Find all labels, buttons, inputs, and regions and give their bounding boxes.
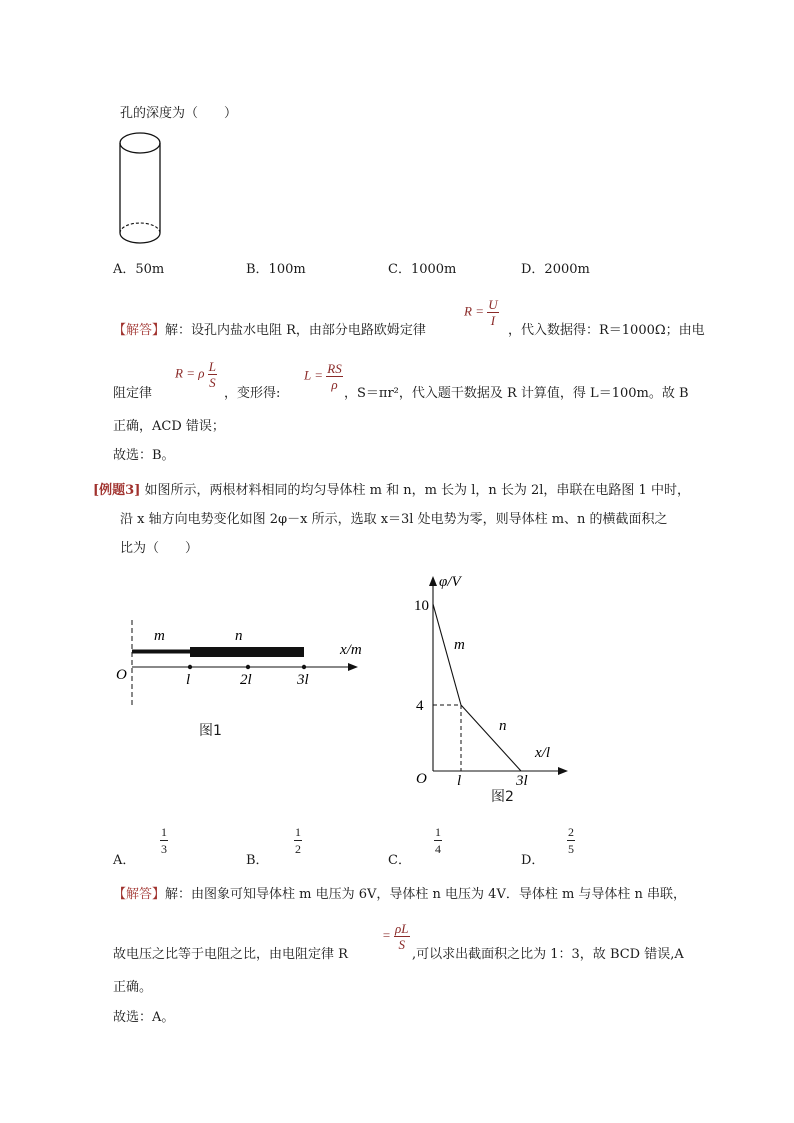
figure1-x-arrow	[348, 663, 358, 671]
figure1-origin: O	[116, 667, 127, 683]
q2-option-a-fraction	[160, 826, 168, 855]
figure2-y-arrow	[429, 576, 437, 586]
formula-length	[304, 362, 343, 391]
formula-length-lhs: L =	[304, 367, 324, 383]
figure2-y-axis-label: φ/V	[439, 574, 461, 590]
formula-resistance-lhs: =	[382, 927, 391, 943]
answer1-line3: 正确，ACD 错误；	[113, 419, 225, 434]
answer1-line2-c: ，S＝πr²，代入题干数据及 R 计算值，得 L＝100m。故 B	[344, 386, 689, 401]
q2-option-b-den: 2	[295, 841, 301, 856]
figure2-y-tick-10: 10	[414, 598, 429, 614]
formula-ohm-num: U	[488, 297, 498, 312]
figure2-label-m: m	[454, 637, 465, 653]
formula-resistance-num: ρL	[395, 921, 409, 936]
figure1-label-m: m	[154, 628, 165, 644]
formula-resistivity-den: S	[209, 375, 216, 390]
answer2-line2-b: ,可以求出截面积之比为 1：3，故 BCD 错误,A	[412, 947, 684, 962]
figure1-tick-2l: 2l	[240, 672, 252, 688]
tick-dot-3l	[302, 665, 306, 669]
figure2-y-tick-4: 4	[416, 698, 424, 714]
figure2-origin: O	[416, 771, 427, 787]
cylinder-bottom-front	[120, 233, 160, 243]
figure1-axis-label: x/m	[340, 642, 362, 658]
figure1-circuit-diagram	[108, 612, 380, 747]
answer1-line2-a: 阻定律	[113, 386, 153, 401]
answer2-line1	[113, 883, 686, 902]
tick-dot-2l	[246, 665, 250, 669]
example3-line2: 沿 x 轴方向电势变化如图 2φ－x 所示，选取 x＝3l 处电势为零，则导体柱 m、n 的横截面积之	[120, 512, 668, 527]
answer2-line4: 故选：A。	[113, 1010, 175, 1025]
formula-length-den: ρ	[331, 377, 338, 392]
q1-option-d: D．2000m	[521, 262, 590, 277]
answer1-line1-a: 解：设孔内盐水电阻 R，由部分电路欧姆定律	[165, 323, 426, 338]
q1-option-c: C．1000m	[388, 262, 457, 277]
figure1-caption: 图1	[199, 723, 222, 739]
q2-option-c-label: C．	[388, 853, 411, 868]
answer1-line2-b: ，变形得:	[224, 386, 281, 401]
example3-line1-text: 如图所示，两根材料相同的均匀导体柱 m 和 n，m 长为 l，n 长为 2l，串联在电路图 1 中时，	[144, 483, 690, 498]
cylinder-figure	[112, 130, 168, 250]
answer2-tag: 【解答】	[113, 887, 166, 902]
q2-option-d-den: 5	[568, 841, 574, 856]
formula-ohm-lhs: R =	[464, 303, 484, 319]
q2-option-a-num: 1	[161, 825, 167, 839]
conductor-n-bar	[190, 647, 304, 657]
figure2-x-arrow	[558, 767, 568, 775]
formula-resistance-den: S	[398, 937, 406, 952]
formula-resistivity	[175, 360, 217, 389]
formula-ohm-den: I	[490, 313, 496, 328]
answer2-line2-a: 故电压之比等于电阻之比，由电阻定律 R	[113, 947, 348, 962]
example3-tag: [例题3]	[93, 483, 141, 498]
figure1-tick-3l: 3l	[297, 672, 309, 688]
q2-option-d-fraction	[567, 826, 575, 855]
question1-stem-tail: 孔的深度为（ ）	[120, 106, 238, 121]
q2-option-d-label: D．	[521, 853, 545, 868]
segment-m	[433, 604, 461, 705]
example3-line1	[93, 479, 690, 498]
q2-option-a-den: 3	[161, 841, 167, 856]
q2-option-b-label: B．	[246, 853, 269, 868]
answer1-line1-b: ，代入数据得：R＝1000Ω；由电	[508, 323, 705, 338]
segment-n	[461, 705, 521, 771]
formula-resistivity-num: L	[208, 359, 216, 374]
figure1-tick-l: l	[186, 672, 191, 688]
q1-option-b: B．100m	[246, 262, 306, 277]
q2-option-c-den: 4	[435, 841, 441, 856]
figure2-x-axis-label: x/l	[535, 745, 550, 761]
formula-resistivity-lhs: R = ρ	[175, 365, 205, 381]
q1-option-a: A．50m	[113, 262, 165, 277]
figure2-x-tick-l: l	[457, 773, 462, 789]
answer2-line1-text: 解：由图象可知导体柱 m 电压为 6V，导体柱 n 电压为 4V．导体柱 m 与导体柱 n 串联，	[165, 887, 687, 902]
cylinder-top-ellipse	[120, 133, 160, 153]
q2-option-c-num: 1	[435, 825, 441, 839]
figure1-label-n: n	[235, 628, 243, 644]
q2-option-b-num: 1	[295, 825, 301, 839]
formula-ohm	[464, 298, 499, 327]
answer1-line4: 故选：B。	[113, 448, 175, 463]
q2-option-d-num: 2	[568, 825, 574, 839]
figure2-label-n: n	[499, 718, 507, 734]
q2-option-a-label: A．	[113, 853, 136, 868]
answer1-line1	[113, 319, 426, 338]
formula-resistance	[382, 922, 410, 951]
tick-dot-l	[188, 665, 192, 669]
formula-length-num: RS	[327, 361, 342, 376]
cylinder-bottom-back-dashed	[120, 223, 160, 233]
figure2-x-tick-3l: 3l	[516, 773, 528, 789]
conductor-m-bar	[132, 650, 190, 654]
answer2-line3: 正确。	[113, 980, 153, 995]
q2-option-c-fraction	[434, 826, 442, 855]
example3-line3: 比为（ ）	[120, 541, 199, 556]
answer1-tag: 【解答】	[113, 323, 166, 338]
q2-option-b-fraction	[294, 826, 302, 855]
figure2-potential-graph	[408, 568, 578, 790]
figure2-caption: 图2	[491, 789, 514, 805]
